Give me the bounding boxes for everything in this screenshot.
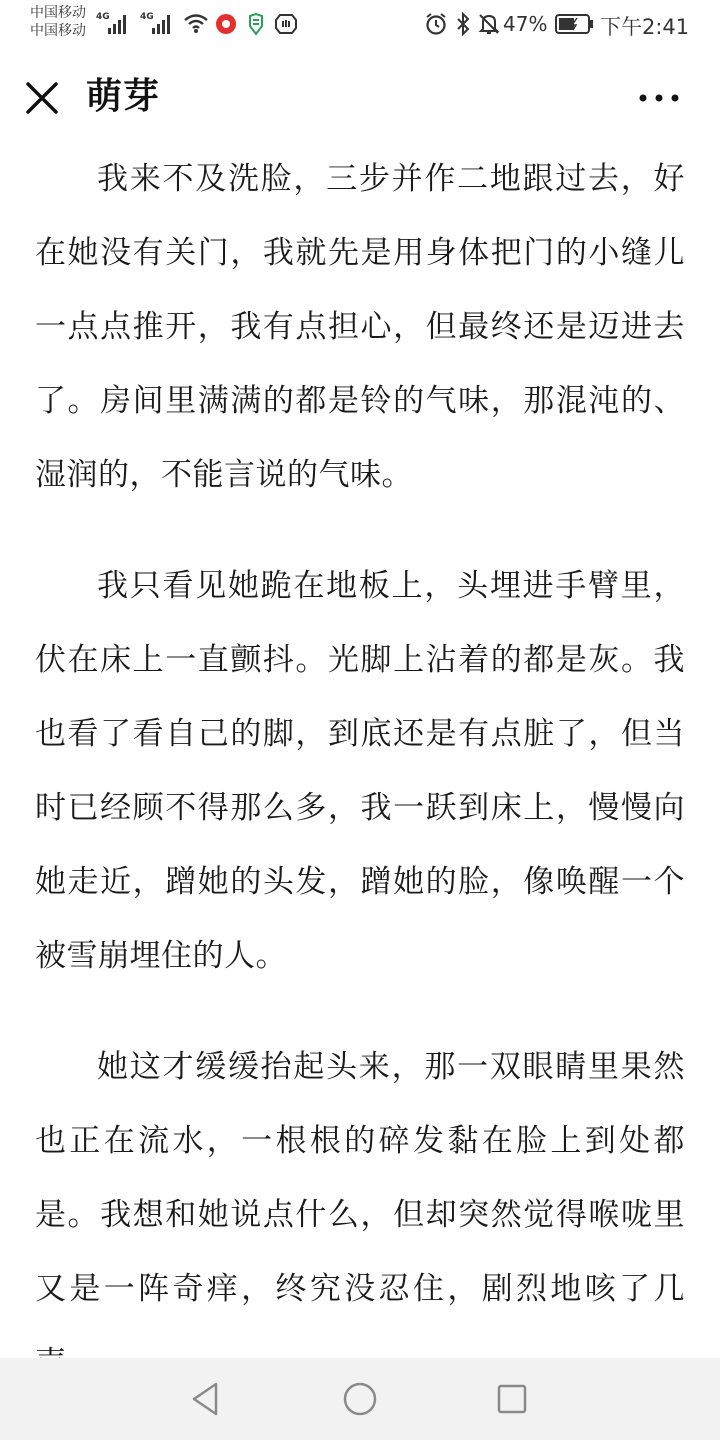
app-notification-icon — [274, 12, 298, 36]
carrier-label-2: 中国移动 — [30, 23, 86, 39]
battery-icon — [555, 14, 595, 34]
page-title: 萌芽 — [86, 76, 161, 117]
app-notification-icon — [246, 12, 266, 36]
title-bar — [0, 50, 720, 144]
system-navigation-bar — [0, 1358, 720, 1440]
battery-percentage: 47% — [503, 12, 548, 36]
recents-icon[interactable] — [492, 1379, 532, 1419]
article-paragraph: 我来不及洗脸，三步并作二地跟过去，好在她没有关门，我就先是用身体把门的小缝儿一点点推开，我有点担心，但最终还是迈进去了。房间里满满的都是铃的气味，那混沌的、湿润的，不能言说的气味。 — [35, 161, 685, 493]
article-body — [35, 142, 685, 1437]
home-icon[interactable] — [340, 1379, 380, 1419]
alarm-icon — [424, 12, 448, 36]
network-type-1: 4G — [96, 12, 110, 22]
mute-icon — [477, 12, 501, 36]
more-icon[interactable] — [632, 78, 686, 118]
signal-icon — [96, 12, 132, 34]
article-paragraph: 我只看见她跪在地板上，头埋进手臂里，伏在床上一直颤抖。光脚上沾着的都是灰。我也看了看自己的脚，到底还是有点脏了，但当时已经顾不得那么多，我一跃到床上，慢慢向她走近，蹭她的头发，蹭她的脸，像唤醒一个被雪崩埋住的人。 — [35, 568, 685, 974]
wifi-icon — [183, 12, 209, 34]
status-time: 下午2:41 — [600, 15, 690, 39]
article-paragraph: 她这才缓缓抬起头来，那一双眼睛里果然也正在流水，一根根的碎发黏在脸上到处都是。我想和她说点什么，但却突然觉得喉咙里又是一阵奇痒，终究没忍住，剧烈地咳了几 — [35, 1049, 685, 1307]
close-icon[interactable] — [20, 76, 64, 120]
carrier-label-1: 中国移动 — [30, 5, 86, 21]
network-type-2: 4G — [140, 12, 154, 22]
app-notification-icon — [214, 12, 238, 36]
bluetooth-icon — [455, 12, 471, 36]
carrier-labels — [30, 4, 86, 40]
back-icon[interactable] — [186, 1379, 226, 1419]
status-bar — [0, 0, 720, 50]
signal-icon — [140, 12, 176, 34]
